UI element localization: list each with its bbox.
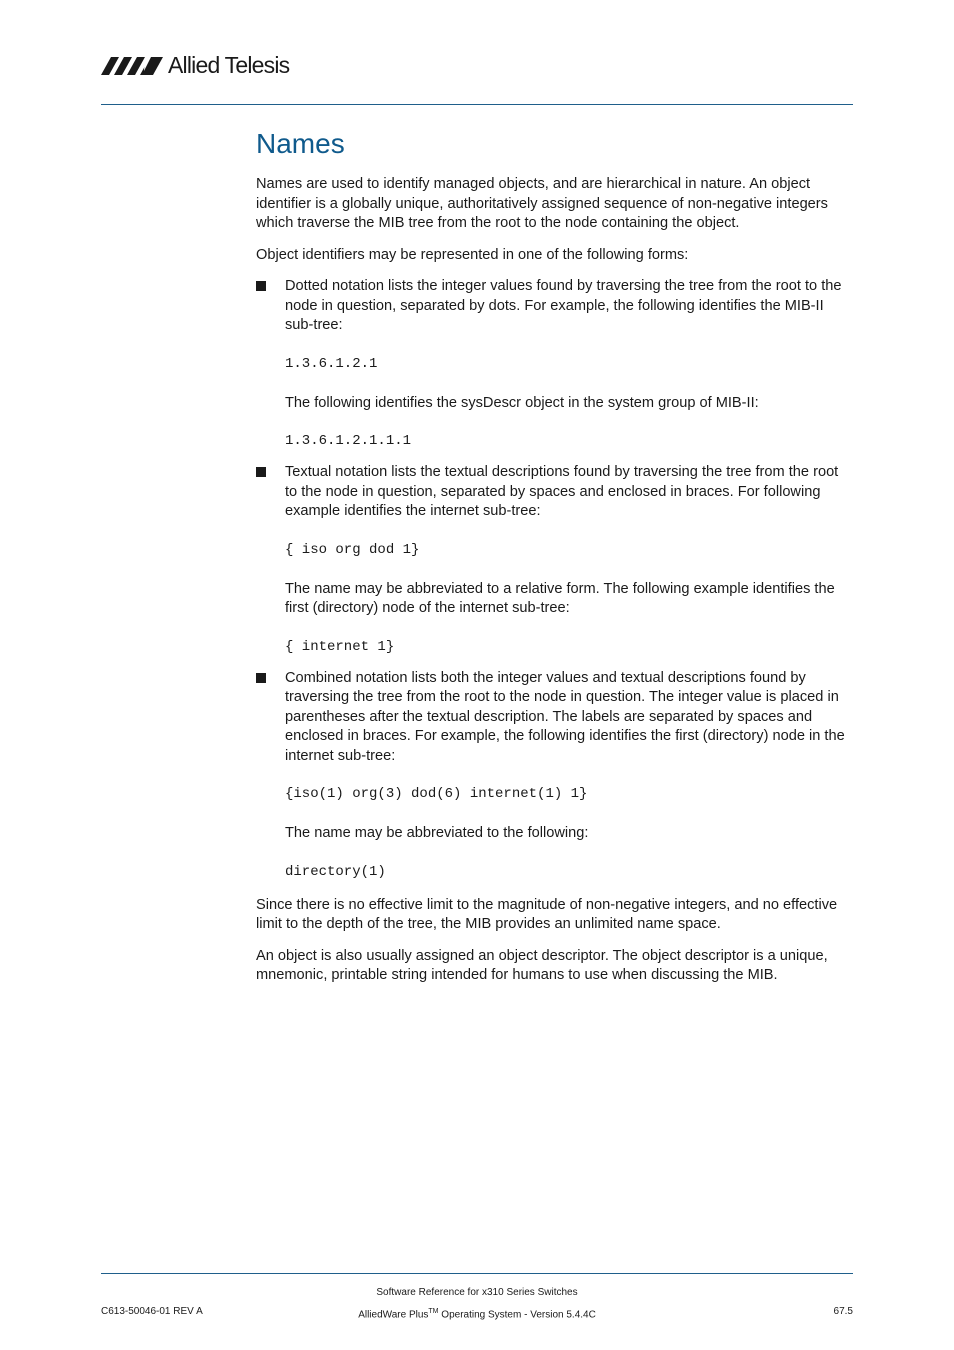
main-content: [256, 124, 854, 998]
footer-doc-title: Software Reference for x310 Series Switches: [376, 1287, 578, 1298]
square-bullet-icon: [256, 467, 266, 477]
closing-paragraph-2: An object is also usually assigned an object descriptor. The object descriptor is a unique, mnemonic, printable string intended for humans to use when discussing the MIB.: [256, 947, 828, 983]
bullet-text: Dotted notation lists the integer values found by traversing the tree from the root to the node in question, separated by dots. For example, the following identifies the MIB-II sub-tree:: [285, 278, 842, 333]
intro-paragraph: Names are used to identify managed objects, and are hierarchical in nature. An object identifier is a globally unique, authoritatively assigned sequence of non-negative integers which traverse the MIB tree from the root to the node containing the object.: [256, 176, 828, 231]
bullet-text-secondary: The following identifies the sysDescr object in the system group of MIB-II:: [285, 394, 759, 411]
section-title: Names: [256, 128, 345, 159]
footer-trademark: TM: [428, 1308, 439, 1315]
bullet-text-secondary: The name may be abbreviated to the following:: [285, 825, 589, 841]
list-item: [256, 669, 854, 882]
notation-list: [256, 277, 854, 882]
header-rule: [101, 104, 853, 105]
code-example: 1.3.6.1.2.1: [285, 355, 378, 372]
bullet-text: Combined notation lists both the integer values and textual descriptions found by traversing the tree from the root to the node in question. The integer value is placed in parentheses after the textual description. The labels are separated by spaces and enclosed in braces. For example, the following identifies the first (directory) node in the internet sub-tree:: [285, 669, 845, 764]
square-bullet-icon: [256, 673, 266, 683]
code-example: 1.3.6.1.2.1.1.1: [285, 433, 412, 449]
square-bullet-icon: [256, 281, 266, 291]
forms-intro-paragraph: Object identifiers may be represented in one of the following forms:: [256, 246, 689, 263]
code-example: { internet 1}: [285, 638, 395, 655]
list-item: [256, 463, 854, 657]
bullet-text-secondary: The name may be abbreviated to a relative form. The following example identifies the first (directory) node of the internet sub-tree:: [285, 580, 835, 616]
footer-os-version: Operating System - Version 5.4.4C: [438, 1309, 596, 1321]
footer-rule: [101, 1273, 853, 1274]
list-item: [256, 277, 854, 451]
footer-os-line: [101, 1305, 853, 1321]
footer-page-number: 67.5: [833, 1306, 853, 1317]
footer-os-name: AlliedWare Plus: [358, 1309, 429, 1321]
brand-name: Allied Telesis: [168, 52, 290, 78]
allied-telesis-logo: [101, 52, 289, 78]
code-example: {iso(1) org(3) dod(6) internet(1) 1}: [285, 786, 588, 802]
bullet-text: Textual notation lists the textual descriptions found by traversing the tree from the root to the node in question, separated by spaces and enclosed in braces. For following example identifies the internet sub-tree:: [285, 464, 839, 519]
code-example: directory(1): [285, 863, 386, 880]
logo-mark-icon: [101, 55, 163, 75]
footer-doc-id: C613-50046-01 REV A: [101, 1306, 203, 1317]
code-example: { iso org dod 1}: [285, 541, 420, 558]
closing-paragraph-1: Since there is no effective limit to the magnitude of non-negative integers, and no effective limit to the depth of the tree, the MIB provides an unlimited name space.: [256, 896, 838, 932]
